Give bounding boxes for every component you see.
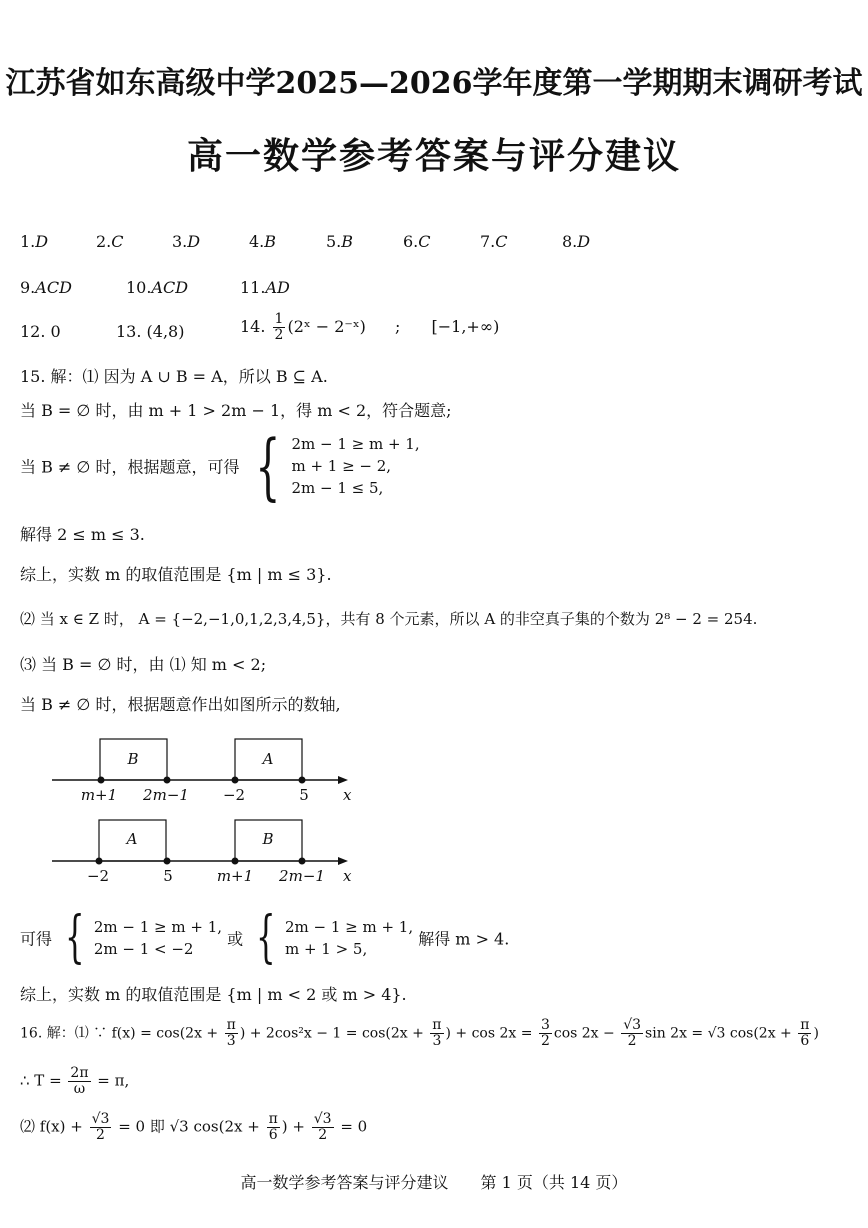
q15-line-1: 15. 解：⑴ 因为 A ∪ B = A，所以 B ⊆ A.: [20, 367, 328, 386]
fraction-half: $\frac{1}{2}$: [274, 311, 284, 343]
tick-point: [232, 777, 239, 784]
q16-line-2: ∴ T = $\frac{2\pi}{\omega}$ = π,: [20, 1065, 130, 1097]
exam-title: 江苏省如东高级中学2025—2026学年度第一学期期末调研考试: [5, 66, 863, 101]
answer-11: 11.AD: [240, 278, 290, 297]
q16-line-1: 16. 解：⑴ ∵ f(x) = cos(2x + $\frac{\pi}{3}$ ) + 2cos²x − 1 = cos(2x + $\frac{\pi}{3}$ ) + cos 2x = $\frac{3}{2}$ cos 2x − $\frac{√3}{2}$ sin 2x = √3 cos(2x + $\frac{\pi}{6}$ ): [20, 1017, 819, 1049]
tick-label: −2: [222, 786, 246, 804]
tick-label: 2m−1: [279, 867, 325, 885]
tick-point: [98, 777, 105, 784]
tick-label: −2: [86, 867, 110, 885]
answer-2: 2.C: [96, 232, 124, 251]
tick-point: [299, 858, 306, 865]
q15-line-9: 可得 { 2m − 1 ≥ m + 1, 2m − 1 < −2 或 { 2m − 1 ≥ m + 1, m + 1 > 5, 解得 m > 4.: [20, 905, 510, 970]
q15-line-8: 当 B ≠ ∅ 时，根据题意作出如图所示的数轴,: [20, 695, 341, 714]
tick-label: 2m−1: [143, 786, 189, 804]
inequality-system-2: 2m − 1 ≥ m + 1, m + 1 > 5,: [284, 918, 414, 958]
multi-answers: [20, 278, 290, 297]
q15-line-6: ⑵ 当 x ∈ Z 时， A = {−2,−1,0,1,2,3,4,5}，共有 8 个元素，所以 A 的非空真子集的个数为 2⁸ − 2 = 254.: [20, 610, 758, 628]
tick-point: [96, 858, 103, 865]
box-label: A: [262, 750, 274, 768]
q15-line-5: 综上，实数 m 的取值范围是 {m | m ≤ 3}.: [20, 565, 332, 584]
axis-x-label: x: [343, 786, 352, 804]
q15-line-2: 当 B = ∅ 时，由 m + 1 > 2m − 1，得 m < 2，符合题意;: [20, 401, 452, 420]
page-footer: 高一数学参考答案与评分建议 第 1 页（共 14 页）: [240, 1173, 628, 1192]
answer-12: 12. 0: [20, 322, 61, 341]
answer-10: 10.ACD: [126, 278, 189, 297]
answer-7: 7.C: [480, 232, 508, 251]
answer-5: 5.B: [326, 232, 354, 251]
tick-point: [164, 858, 171, 865]
answer-1: 1.D: [20, 232, 49, 251]
q15-line-3: 当 B ≠ ∅ 时，根据题意，可得 { 2m − 1 ≥ m + 1, m + 1 ≥ − 2, 2m − 1 ≤ 5,: [20, 424, 420, 508]
answer-14: 14. $\frac{1}{2}$ (2ˣ − 2⁻ˣ) ; [−1,+∞): [240, 311, 500, 343]
tick-point: [299, 777, 306, 784]
box-label: A: [126, 830, 138, 848]
inequality-system: 2m − 1 ≥ m + 1, m + 1 ≥ − 2, 2m − 1 ≤ 5,: [291, 435, 420, 497]
tick-label: 5: [299, 786, 309, 804]
answer-9: 9.ACD: [20, 278, 72, 297]
axis-arrow-1: [338, 776, 348, 784]
tick-label: m+1: [80, 786, 118, 804]
tick-label: 5: [163, 867, 173, 885]
answer-8: 8.D: [562, 232, 591, 251]
tick-label: m+1: [216, 867, 254, 885]
q16-line-3: ⑵ f(x) + $\frac{√3}{2}$ = 0 即 √3 cos(2x + $\frac{\pi}{6}$ ) + $\frac{√3}{2}$ = 0: [20, 1111, 368, 1143]
tick-point: [232, 858, 239, 865]
axis-x-label: x: [343, 867, 352, 885]
mc-answers: [20, 232, 590, 251]
inequality-system-1: 2m − 1 ≥ m + 1, 2m − 1 < −2: [93, 918, 223, 958]
q15-line-4: 解得 2 ≤ m ≤ 3.: [20, 525, 145, 544]
number-line-figure: [40, 728, 370, 888]
box-label: B: [262, 830, 274, 848]
axis-arrow-2: [338, 857, 348, 865]
box-label: B: [127, 750, 139, 768]
answer-key-title: 高一数学参考答案与评分建议: [186, 135, 681, 177]
q15-line-10: 综上，实数 m 的取值范围是 {m | m < 2 或 m > 4}.: [20, 985, 407, 1004]
answer-13: 13. (4,8): [116, 322, 185, 341]
answer-6: 6.C: [403, 232, 431, 251]
answer-3: 3.D: [172, 232, 201, 251]
tick-point: [164, 777, 171, 784]
q15-line-7: ⑶ 当 B = ∅ 时，由 ⑴ 知 m < 2;: [20, 655, 267, 674]
answer-4: 4.B: [249, 232, 277, 251]
